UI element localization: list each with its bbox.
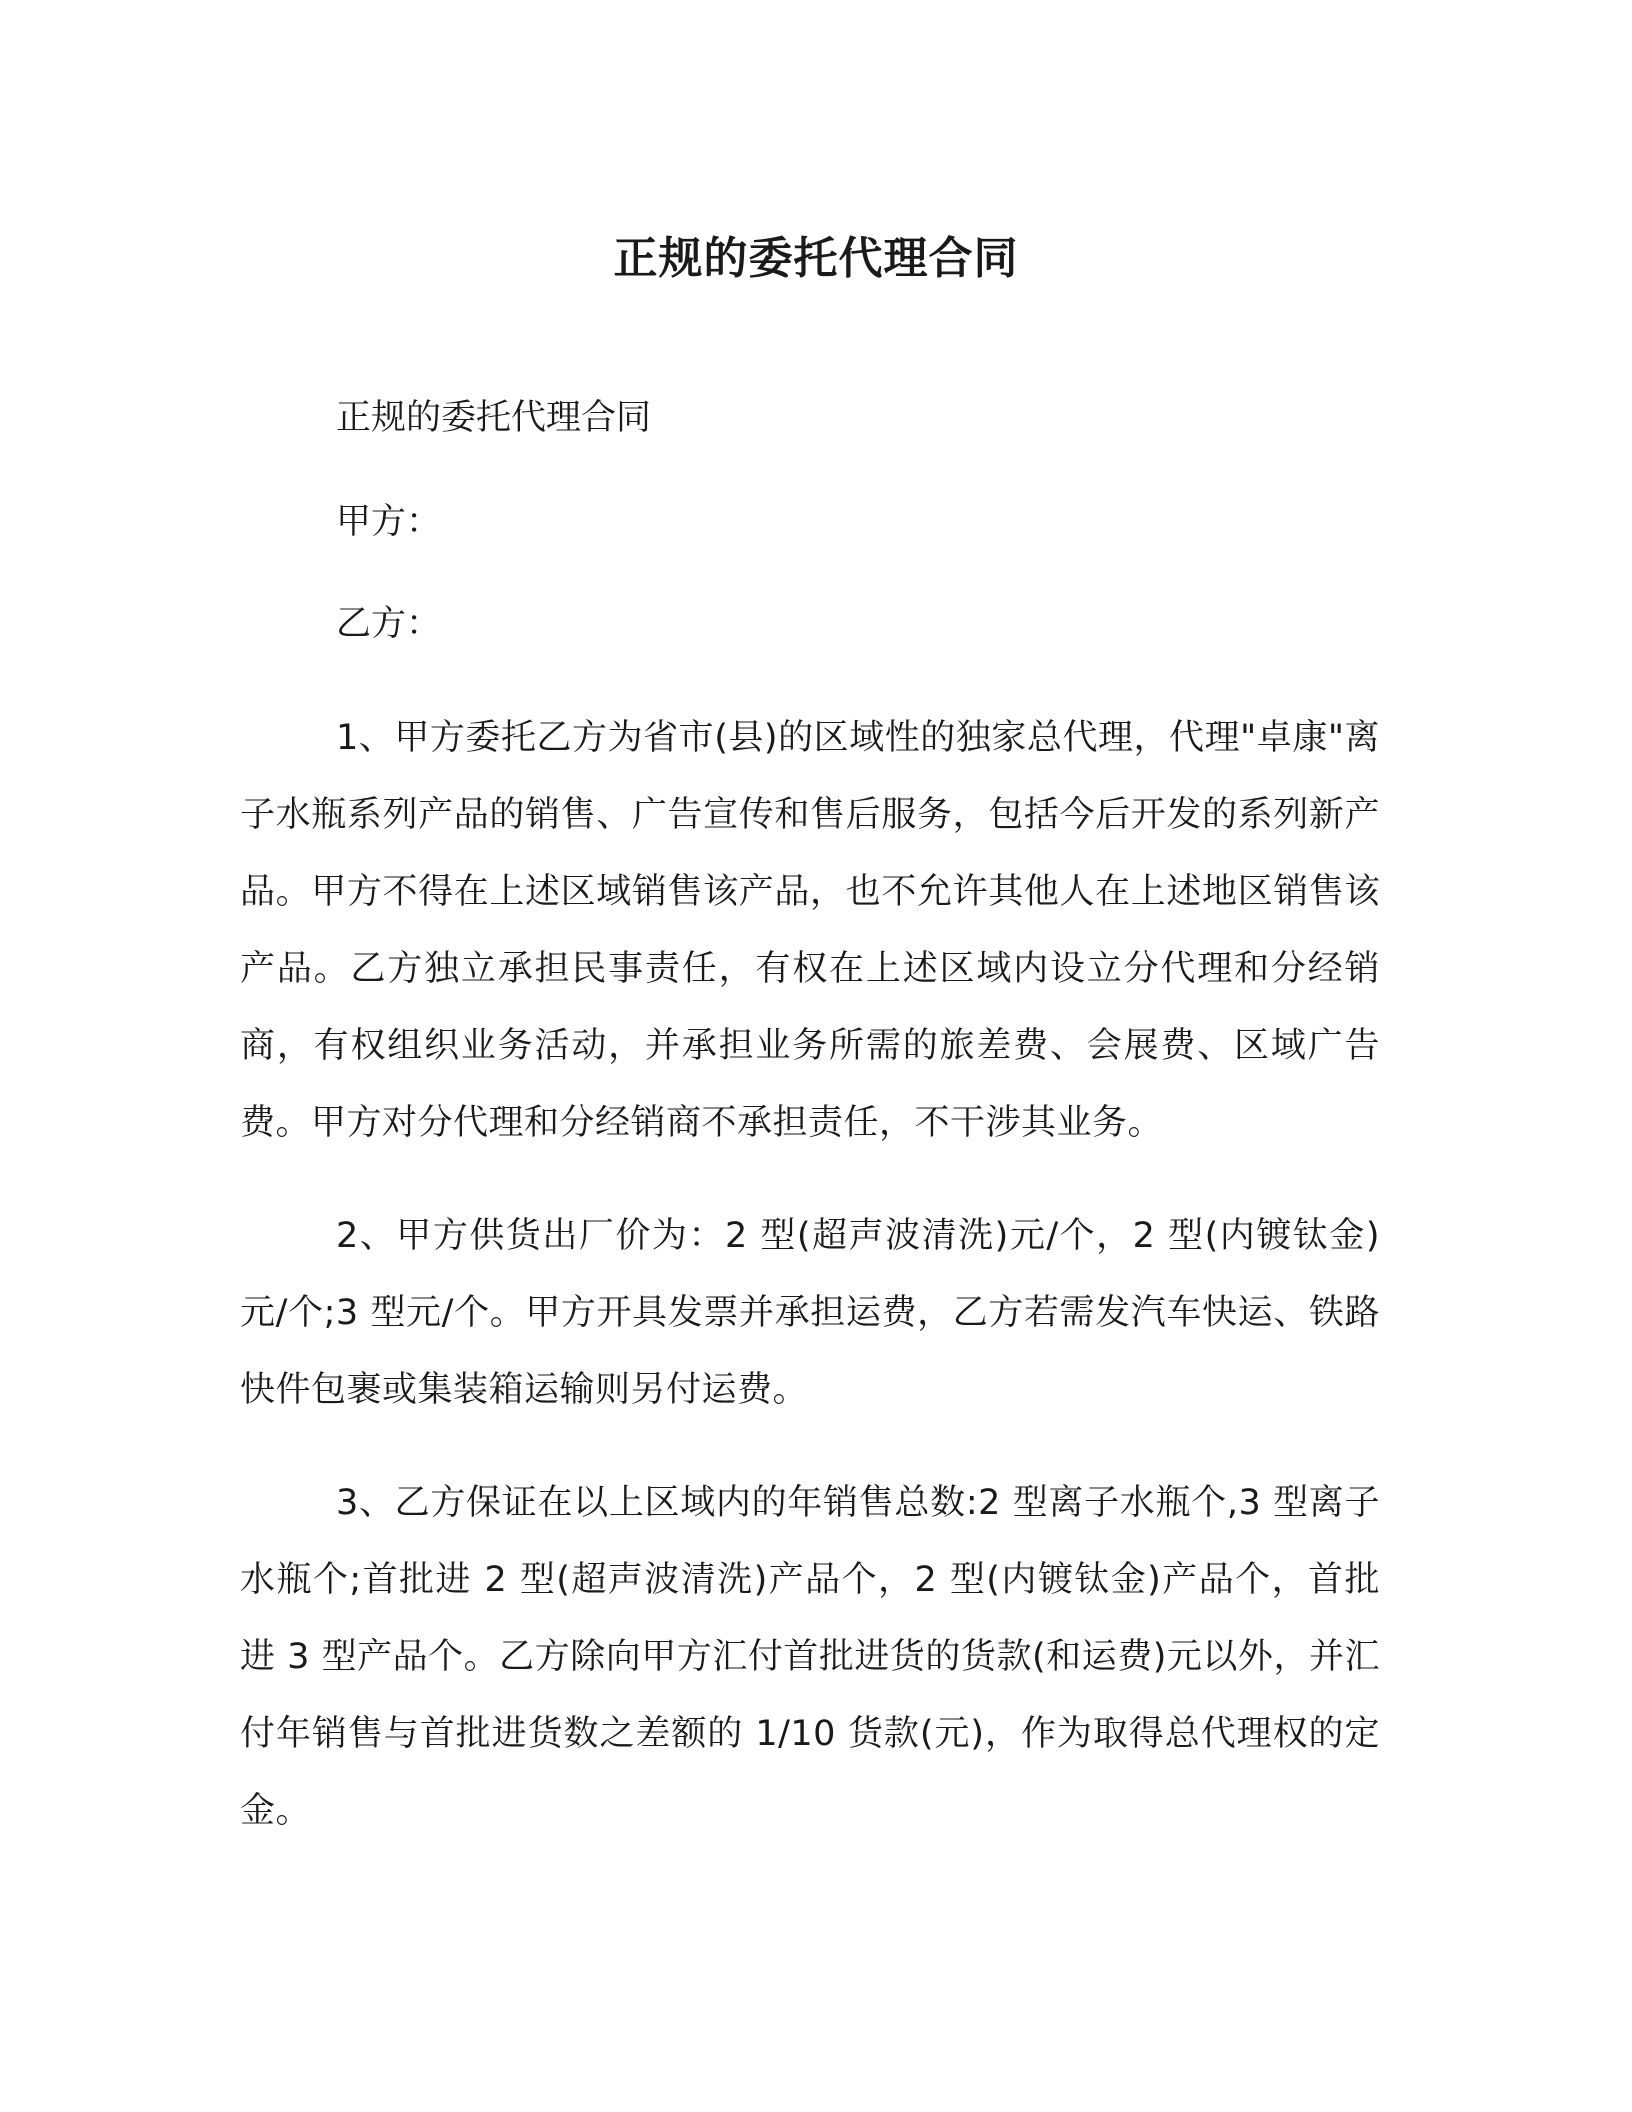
document-body [240, 392, 1380, 1886]
party-b-label: 乙方： [336, 604, 442, 644]
party-a-label: 甲方： [336, 502, 442, 542]
clause-2: 2、甲方供货出厂价为：2 型(超声波清洗)元/个，2 型(内镀钛金)元/个;3 型元/个。甲方开具发票并承担运费，乙方若需发汽车快运、铁路快件包裹或集装箱运输则另付运费。 [240, 1216, 1380, 1410]
document-subtitle: 正规的委托代理合同 [336, 398, 652, 438]
clause-3: 3、乙方保证在以上区域内的年销售总数:2 型离子水瓶个,3 型离子水瓶个;首批进 2 型(超声波清洗)产品个，2 型(内镀钛金)产品个，首批进 3 型产品个。乙方除向甲方汇付首批进货的货款(和运费)元以外，并汇付年销售与首批进货数之差额的 1/10 货款(元)，作为取得总代理权的定金。 [240, 1483, 1380, 1831]
document-title: 正规的委托代理合同 [613, 233, 1019, 284]
clause-1: 1、甲方委托乙方为省市(县)的区域性的独家总代理，代理"卓康"离子水瓶系列产品的销售、广告宣传和售后服务，包括今后开发的系列新产品。甲方不得在上述区域销售该产品，也不允许其他人在上述地区销售该产品。乙方独立承担民事责任，有权在上述区域内设立分代理和分经销商，有权组织业务活动，并承担业务所需的旅差费、会展费、区域广告费。甲方对分代理和分经销商不承担责任，不干涉其业务。 [240, 718, 1380, 1143]
